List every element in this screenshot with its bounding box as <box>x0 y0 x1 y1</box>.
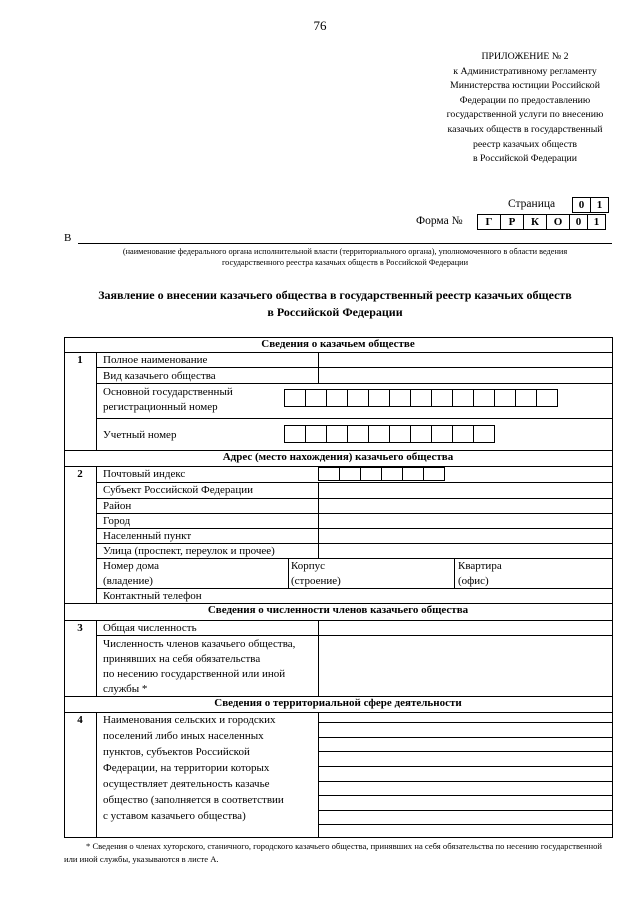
street-input[interactable] <box>319 544 611 558</box>
section-header: Сведения о численности членов казачьего общества <box>207 604 469 616</box>
territory-input-line[interactable] <box>318 751 613 752</box>
appendix-line: государственной услуги по внесению <box>446 109 604 121</box>
territory-input-line[interactable] <box>318 766 613 767</box>
table-border <box>64 837 613 838</box>
column-divider <box>288 558 289 588</box>
document-title <box>70 287 600 321</box>
house-label: Номер дома <box>103 560 159 572</box>
addressee-caption <box>78 246 612 268</box>
full-name-input[interactable] <box>319 353 611 367</box>
footnote: * Сведения о членах хуторского, станичного, городского казачьего общества, принявших на себя обязательства по несению государственной или иной службы, указываются в листе А. <box>64 841 602 864</box>
phone-input[interactable] <box>225 589 611 603</box>
total-count-label: Общая численность <box>103 622 197 634</box>
territory-input-line[interactable] <box>318 810 613 811</box>
flat-label: Квартира <box>458 560 502 572</box>
street-label: Улица (проспект, переулок и прочее) <box>103 545 275 557</box>
ogrn-label: регистрационный номер <box>103 401 218 413</box>
territory-label: с уставом казачьего общества) <box>103 810 246 822</box>
service-count-label: Численность членов казачьего общества, <box>103 638 296 650</box>
region-input[interactable] <box>319 483 611 497</box>
service-count-label: принявших на себя обязательства <box>103 653 261 665</box>
appendix-line: Федерации по предоставлению <box>459 94 591 106</box>
page-label: Страница <box>508 198 556 210</box>
appendix-heading <box>420 50 630 167</box>
section-number: 4 <box>77 714 83 726</box>
column-divider <box>454 558 455 588</box>
territory-label: пунктов, субъектов Российской <box>103 746 250 758</box>
appendix-line: в Российской Федерации <box>472 153 578 165</box>
service-count-input[interactable] <box>319 636 611 696</box>
ogrn-label: Основной государственный <box>103 386 233 398</box>
territory-input-line[interactable] <box>318 781 613 782</box>
form-code-cell: Г <box>477 214 501 230</box>
form-code-cell: Р <box>500 214 524 230</box>
territory-input-line[interactable] <box>318 795 613 796</box>
addressee-caption-line: (наименование федерального органа исполнительной власти (территориального органа), уполномоченного в области ведения <box>122 247 568 256</box>
account-number-input[interactable] <box>284 425 495 443</box>
appendix-line: казачьих обществ в государственный <box>447 123 603 135</box>
appendix-line: ПРИЛОЖЕНИЕ № 2 <box>481 51 569 62</box>
column-divider <box>96 466 97 604</box>
territory-input-line[interactable] <box>318 824 613 825</box>
city-label: Город <box>103 515 131 527</box>
row-divider <box>96 383 613 384</box>
territory-input-line[interactable] <box>318 722 613 723</box>
district-input[interactable] <box>319 499 611 513</box>
full-name-label: Полное наименование <box>103 354 208 366</box>
postcode-label: Почтовый индекс <box>103 468 186 480</box>
form-label: Форма № <box>416 215 463 227</box>
table-border <box>64 337 65 838</box>
section-header: Сведения о территориальной сфере деятельности <box>214 697 462 709</box>
territory-label: Наименования сельских и городских <box>103 714 276 726</box>
section-number: 3 <box>77 622 83 634</box>
appendix-line: реестр казачьих обществ <box>473 138 577 150</box>
column-divider <box>96 620 97 697</box>
total-count-input[interactable] <box>319 621 611 635</box>
account-number-label: Учетный номер <box>103 429 177 441</box>
locality-label: Населенный пункт <box>103 530 192 542</box>
service-count-label: службы * <box>103 683 148 695</box>
addressee-field[interactable] <box>78 243 612 244</box>
form-code-cell: К <box>523 214 547 230</box>
title-line: в Российской Федерации <box>267 305 403 319</box>
form-code-cell: 0 <box>569 214 588 230</box>
addressee-caption-line: государственного реестра казачьих обществ в Российской Федерации <box>221 258 469 267</box>
territory-label: поселений либо иных населенных <box>103 730 264 742</box>
house-label: (владение) <box>103 575 153 587</box>
city-input[interactable] <box>319 514 611 528</box>
section-header: Сведения о казачьем обществе <box>261 338 415 350</box>
column-divider <box>318 712 319 837</box>
district-label: Район <box>103 500 132 512</box>
section-header: Адрес (место нахождения) казачьего общества <box>222 451 454 463</box>
appendix-line: Министерства юстиции Российской <box>450 80 600 92</box>
addressee-prefix: В <box>64 232 72 244</box>
section-number: 2 <box>77 468 83 480</box>
territory-input-line[interactable] <box>318 737 613 738</box>
page-digit: 1 <box>590 197 609 213</box>
territory-label: Федерации, на территории которых <box>103 762 270 774</box>
row-divider <box>96 558 613 559</box>
appendix-line: к Административному регламенту <box>453 65 597 77</box>
building-label: Корпус <box>291 560 326 572</box>
territory-label: осуществляет деятельность казачье <box>103 778 270 790</box>
form-code-cell: 1 <box>587 214 606 230</box>
society-kind-label: Вид казачьего общества <box>103 370 216 382</box>
locality-input[interactable] <box>319 529 611 543</box>
postcode-input[interactable] <box>318 467 445 481</box>
column-divider <box>96 712 97 837</box>
ogrn-input[interactable] <box>284 389 558 407</box>
region-label: Субъект Российской Федерации <box>103 484 253 496</box>
form-code-cell: О <box>546 214 570 230</box>
phone-label: Контактный телефон <box>103 590 202 602</box>
title-line: Заявление о внесении казачьего общества в государственный реестр казачьих обществ <box>98 288 572 302</box>
service-count-label: по несению государственной или иной <box>103 668 286 680</box>
page-digit: 0 <box>572 197 591 213</box>
territory-label: общество (заполняется в соответствии <box>103 794 284 806</box>
section-number: 1 <box>77 354 83 366</box>
society-kind-input[interactable] <box>319 368 611 383</box>
page-number: 76 <box>313 18 327 33</box>
row-divider <box>96 418 613 419</box>
building-label: (строение) <box>291 575 341 587</box>
form-code-boxes <box>477 214 606 230</box>
page-digit-boxes <box>572 197 609 213</box>
flat-label: (офис) <box>458 575 489 587</box>
